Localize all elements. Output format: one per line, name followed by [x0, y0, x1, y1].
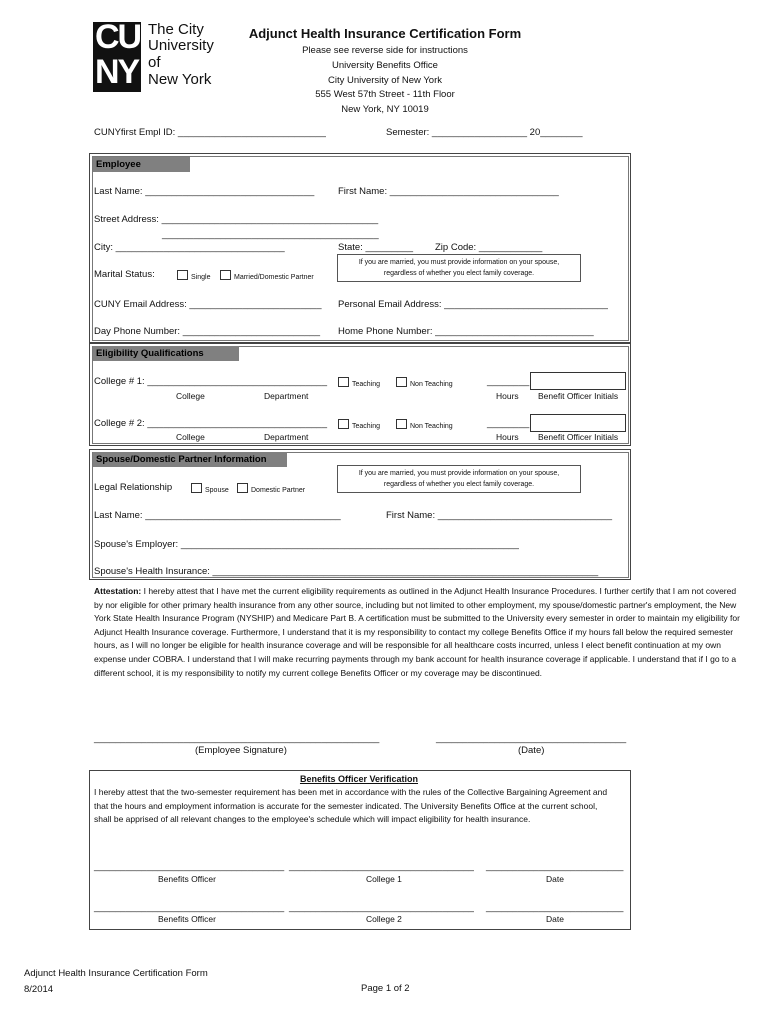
non-teaching-checkbox-1[interactable]: [396, 377, 407, 387]
spouse-first-name[interactable]: First Name: _________________________________: [386, 510, 613, 521]
spouse-header: Spouse/Domestic Partner Information: [93, 452, 287, 467]
date-label-1: Date: [546, 874, 564, 884]
date-line-1[interactable]: __________________________: [486, 861, 624, 872]
college-1-line[interactable]: ___________________________________: [289, 861, 474, 872]
domestic-partner-checkbox[interactable]: [237, 483, 248, 493]
address-line-1: University Benefits Office: [332, 60, 438, 71]
non-teaching-checkbox-2[interactable]: [396, 419, 407, 429]
hours-label-2: Hours: [496, 432, 519, 442]
address-line-2: City University of New York: [327, 75, 443, 86]
form-subtitle: Please see reverse side for instructions: [302, 45, 468, 56]
street-address-2[interactable]: _________________________________________: [162, 229, 379, 240]
single-option[interactable]: Single: [177, 270, 210, 281]
state-field[interactable]: State: _________: [338, 242, 414, 253]
initials-box-1[interactable]: [530, 372, 626, 390]
hours-label-1: Hours: [496, 391, 519, 401]
officer-signature-line-2[interactable]: ____________________________________: [94, 902, 285, 913]
city-field[interactable]: City: ________________________________: [94, 242, 285, 253]
address-line-3: 555 West 57th Street - 11th Floor: [315, 89, 455, 100]
employee-last-name[interactable]: Last Name: ________________________________: [94, 186, 315, 197]
employee-signature-label: (Employee Signature): [195, 745, 287, 756]
initials-label-1: Benefit Officer Initials: [538, 391, 619, 401]
street-address[interactable]: Street Address: _________________________________________: [94, 214, 379, 225]
single-checkbox[interactable]: [177, 270, 188, 280]
employee-header: Employee: [93, 157, 190, 172]
logo-text-1: The City: [148, 21, 204, 38]
semester-field[interactable]: Semester: __________________ 20________: [386, 127, 583, 138]
day-phone-field[interactable]: Day Phone Number: __________________________: [94, 326, 321, 337]
marital-status-label: Marital Status:: [94, 269, 155, 280]
non-teaching-option-2[interactable]: Non Teaching: [396, 419, 453, 430]
department-label-1: Department: [264, 391, 309, 401]
married-checkbox[interactable]: [220, 270, 231, 280]
address-line-4: New York, NY 10019: [341, 104, 429, 115]
domestic-partner-option[interactable]: Domestic Partner: [237, 483, 305, 494]
cuny-email-field[interactable]: CUNY Email Address: _________________________: [94, 299, 322, 310]
attestation-text: Attestation: I hereby attest that I have met the current eligibility requirements as outlined in the Adjunct Health Insurance Procedures. I further certify that I am not covered by nor eligible for other primary health insurance from any other source, including but not limited to other employment, my spouse/domestic partner's employment, the New York State Health Insurance Program (NYSHIP) and Medicare Part B. A certification must be submitted to the University every semester in order to maintain my eligibility for Adjunct Health Insurance coverage. Furthermore, I understand that it is my responsibility to contact my college Benefits Office if my hours fall below the required semester hours, as I will no longer be eligible for health insurance coverage and will be responsible for all healthcare costs incurred, unless I elect benefit continuation at my own expense under COBRA. I understand that I will make recurring payments through my bank account for health insurance coverage if applicable. I understand that if I go to a different school, it is my responsibility to notify my current college Benefits Officer or my coverage may be discontinued.: [94, 586, 740, 678]
logo-text-4: New York: [148, 71, 212, 88]
college-label-1: College: [176, 391, 205, 401]
officer-label-2: Benefits Officer: [158, 914, 216, 924]
college-1-field[interactable]: College # 1: __________________________________: [94, 376, 327, 387]
hours-field-1[interactable]: ________: [487, 376, 530, 387]
logo-text-2: University: [148, 37, 214, 54]
home-phone-field[interactable]: Home Phone Number: ______________________________: [338, 326, 594, 337]
teaching-checkbox-1[interactable]: [338, 377, 349, 387]
initials-label-2: Benefit Officer Initials: [538, 432, 619, 442]
spouse-info-note: If you are married, you must provide information on your spouse, regardless of whether you elect family coverage.: [337, 254, 581, 282]
teaching-checkbox-2[interactable]: [338, 419, 349, 429]
footer-date: 8/2014: [24, 984, 54, 995]
department-label-2: Department: [264, 432, 309, 442]
eligibility-header: Eligibility Qualifications: [93, 346, 239, 361]
spouse-last-name[interactable]: Last Name: _____________________________________: [94, 510, 341, 521]
employee-signature-line[interactable]: ______________________________________________________: [94, 733, 380, 744]
college-2-line[interactable]: ___________________________________: [289, 902, 474, 913]
officer-label-1: Benefits Officer: [158, 874, 216, 884]
officer-signature-line-1[interactable]: ____________________________________: [94, 861, 285, 872]
logo-text-3: of: [148, 54, 161, 71]
verification-text: I hereby attest that the two-semester requirement has been met in accordance with the rules of the Collective Bargaining Agreement and that the hours and employment information is accurate for the semester indicated. The University Benefits Office at the current school, shall be apprised of all relevant changes to the employee's schedule which will impact eligibility for health insurance.: [94, 787, 608, 825]
college-1-label: College 1: [366, 874, 402, 884]
cuny-logo: CU NY The City University of New York: [95, 18, 214, 91]
verification-title: Benefits Officer Verification: [299, 774, 419, 784]
college-label-2: College: [176, 432, 205, 442]
attestation-label: Attestation:: [94, 586, 142, 596]
zip-field[interactable]: Zip Code: ____________: [435, 242, 543, 253]
college-2-field[interactable]: College # 2: __________________________________: [94, 418, 327, 429]
spouse-option[interactable]: Spouse: [191, 483, 229, 494]
college-2-label: College 2: [366, 914, 402, 924]
page-number: Page 1 of 2: [361, 983, 410, 994]
footer-form-name: Adjunct Health Insurance Certification Form: [24, 968, 208, 979]
date-line-2[interactable]: __________________________: [486, 902, 624, 913]
married-option[interactable]: Married/Domestic Partner: [220, 270, 314, 281]
form-title: Adjunct Health Insurance Certification Form: [248, 26, 522, 41]
non-teaching-option-1[interactable]: Non Teaching: [396, 377, 453, 388]
legal-relationship-label: Legal Relationship: [94, 482, 173, 493]
personal-email-field[interactable]: Personal Email Address: _______________________________: [338, 299, 608, 310]
hours-field-2[interactable]: ________: [487, 418, 530, 429]
teaching-option-1[interactable]: Teaching: [338, 377, 380, 388]
empl-id-field[interactable]: CUNYfirst Empl ID: ____________________________: [94, 127, 326, 138]
teaching-option-2[interactable]: Teaching: [338, 419, 380, 430]
date-label-2: Date: [546, 914, 564, 924]
spouse-health-insurance[interactable]: Spouse's Health Insurance: _________________________________________________________________________: [94, 566, 599, 577]
spouse-checkbox[interactable]: [191, 483, 202, 493]
employee-date-line[interactable]: ____________________________________: [436, 733, 627, 744]
initials-box-2[interactable]: [530, 414, 626, 432]
spouse-section-note: If you are married, you must provide information on your spouse, regardless of whether you elect family coverage.: [337, 465, 581, 493]
employee-first-name[interactable]: First Name: ________________________________: [338, 186, 559, 197]
spouse-employer[interactable]: Spouse's Employer: ________________________________________________________________: [94, 539, 519, 550]
employee-date-label: (Date): [518, 745, 545, 756]
